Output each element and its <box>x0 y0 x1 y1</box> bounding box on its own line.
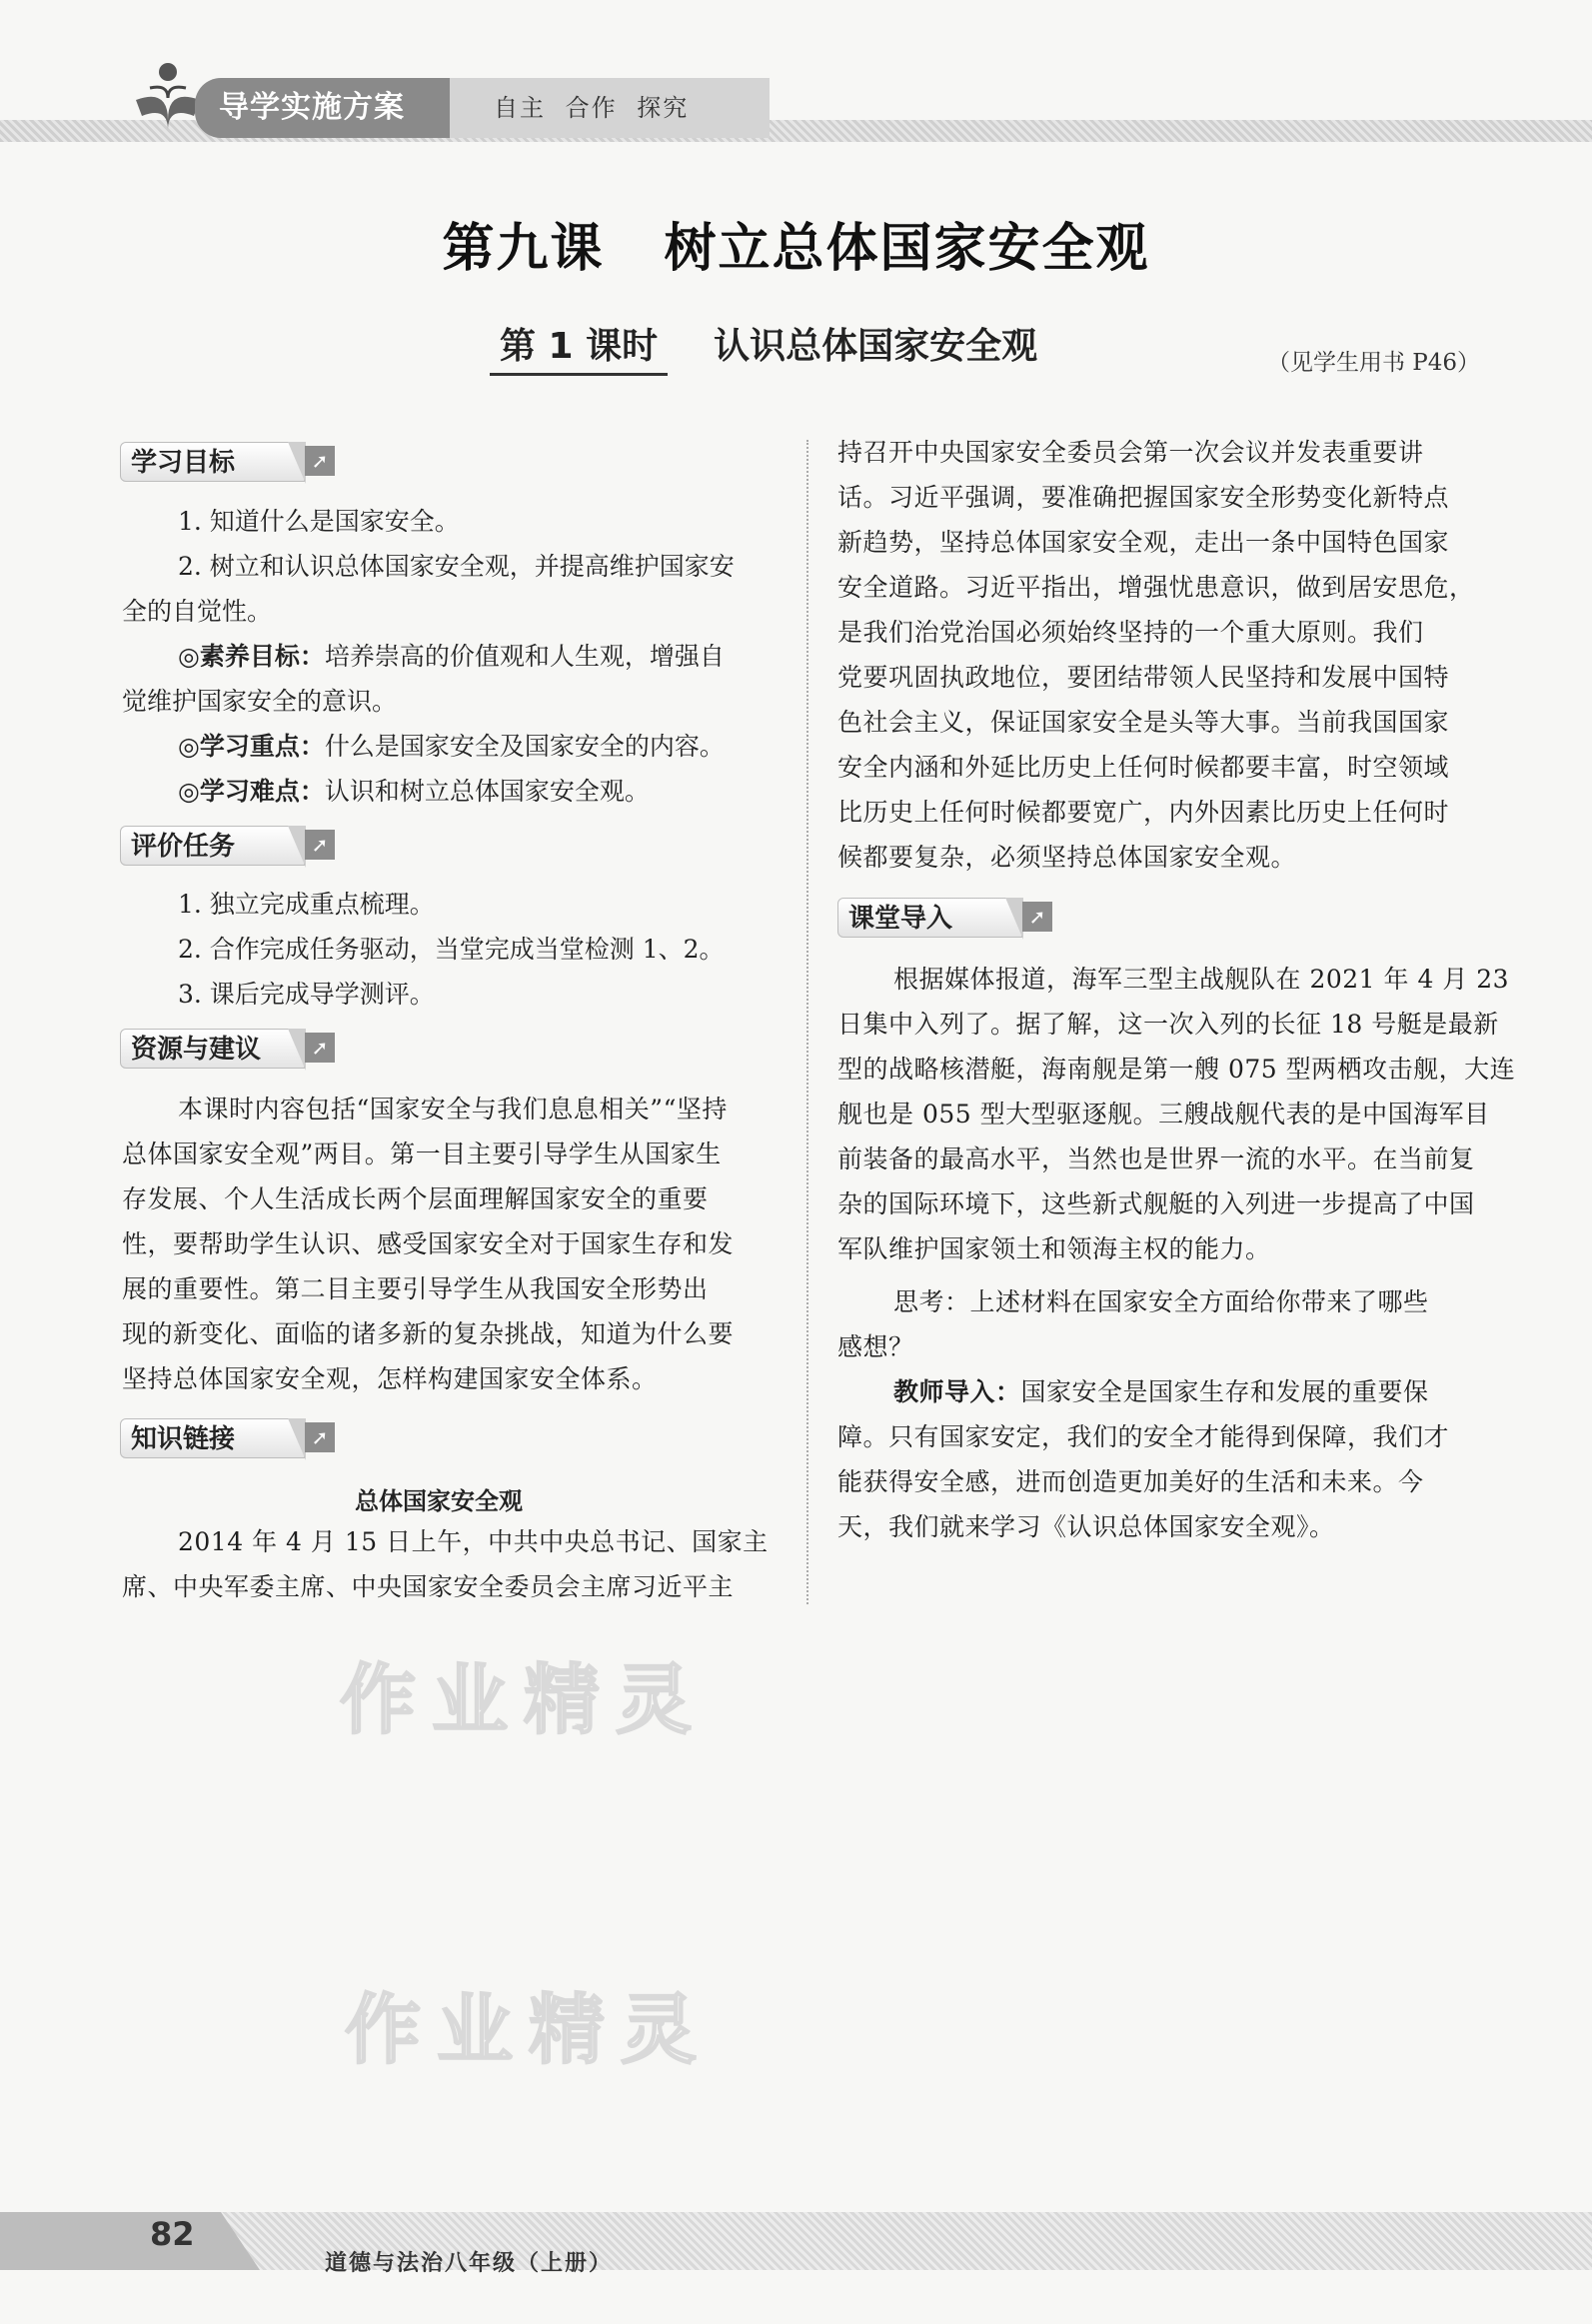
literacy-goal: ◎素养目标：培养崇高的价值观和人生观，增强自 <box>178 642 725 671</box>
intro-line: 型的战略核潜艇，海南舰是第一艘 075 型两栖攻击舰，大连 <box>837 1055 1516 1084</box>
knowledge-line: 2014 年 4 月 15 日上午，中共中央总书记、国家主 <box>178 1527 769 1556</box>
think-question-cont: 感想？ <box>837 1332 914 1361</box>
task-item-3: 3. 课后完成导学测评。 <box>178 980 435 1009</box>
section-label-resources <box>120 1029 335 1071</box>
lesson-name: 树立总体国家安全观 <box>664 219 1150 279</box>
watermark: 作业精灵 <box>345 1985 713 2074</box>
section-label-text: 资源与建议 <box>120 1029 305 1069</box>
knowledge-cont-line: 是我们治党治国必须始终坚持的一个重大原则。我们 <box>837 618 1424 647</box>
lesson-number: 第九课 <box>442 219 605 279</box>
task-item-2: 2. 合作完成任务驱动，当堂完成当堂检测 1、2。 <box>178 935 725 964</box>
teacher-intro: 教师导入：国家安全是国家生存和发展的重要保 <box>893 1377 1429 1406</box>
task-item-1: 1. 独立完成重点梳理。 <box>178 890 435 919</box>
resources-line: 总体国家安全观”两目。第一目主要引导学生从国家生 <box>122 1140 722 1168</box>
key-point: ◎学习重点：什么是国家安全及国家安全的内容。 <box>178 732 725 761</box>
difficulty-point: ◎学习难点：认识和树立总体国家安全观。 <box>178 777 650 806</box>
intro-line: 杂的国际环境下，这些新式舰艇的入列进一步提高了中国 <box>837 1189 1475 1218</box>
column-divider <box>806 440 808 1604</box>
section-label-text: 评价任务 <box>120 826 305 866</box>
intro-line: 前装备的最高水平，当然也是世界一流的水平。在当前复 <box>837 1145 1475 1173</box>
period-number: 第 1 课时 <box>490 318 668 376</box>
section-label-text: 学习目标 <box>120 442 305 482</box>
teacher-intro-line: 能获得安全感，进而创造更加美好的生活和未来。今 <box>837 1467 1424 1496</box>
knowledge-cont-line: 持召开中央国家安全委员会第一次会议并发表重要讲 <box>837 438 1424 467</box>
knowledge-cont-line: 候都要复杂，必须坚持总体国家安全观。 <box>837 843 1297 872</box>
teacher-intro-line: 障。只有国家安定，我们的安全才能得到保障，我们才 <box>837 1422 1450 1451</box>
period-name: 认识总体国家安全观 <box>714 326 1038 367</box>
intro-line: 日集中入列了。据了解，这一次入列的长征 18 号艇是最新 <box>837 1010 1499 1039</box>
knowledge-cont-line: 安全内涵和外延比历史上任何时候都要丰富，时空领域 <box>837 753 1450 782</box>
resources-line: 现的新变化、面临的诸多新的复杂挑战，知道为什么要 <box>122 1319 735 1348</box>
goal-item-2-cont: 全的自觉性。 <box>122 597 273 626</box>
literacy-goal-cont: 觉维护国家安全的意识。 <box>122 687 398 716</box>
knowledge-cont-line: 话。习近平强调，要准确把握国家安全形势变化新特点 <box>837 483 1450 512</box>
watermark: 作业精灵 <box>340 1655 708 1744</box>
arrow-icon: ➚ <box>305 1033 335 1063</box>
footer-tab <box>0 2212 260 2270</box>
arrow-icon: ➚ <box>305 830 335 860</box>
knowledge-cont-line: 安全道路。习近平指出，增强忧患意识，做到居安思危， <box>837 573 1475 602</box>
reference-note: （见学生用书 P46） <box>1267 350 1481 376</box>
resources-line: 本课时内容包括“国家安全与我们息息相关”“坚持 <box>178 1095 728 1124</box>
think-question: 思考：上述材料在国家安全方面给你带来了哪些 <box>893 1287 1429 1316</box>
arrow-icon: ➚ <box>305 1422 335 1452</box>
section-label-tasks <box>120 826 335 868</box>
knowledge-cont-line: 比历史上任何时候都要宽广，内外因素比历史上任何时 <box>837 798 1450 827</box>
intro-line: 根据媒体报道，海军三型主战舰队在 2021 年 4 月 23 <box>893 965 1510 994</box>
goal-item-1: 1. 知道什么是国家安全。 <box>178 507 460 536</box>
section-label-text: 知识链接 <box>120 1418 305 1458</box>
resources-line: 展的重要性。第二目主要引导学生从我国安全形势出 <box>122 1274 709 1303</box>
arrow-icon: ➚ <box>305 446 335 476</box>
period-title <box>490 318 1037 376</box>
arrow-icon: ➚ <box>1022 902 1052 932</box>
section-label-knowledge <box>120 1418 335 1460</box>
header-sub-labels: 自主 合作 探究 <box>450 78 770 138</box>
knowledge-cont-line: 党要巩固执政地位，要团结带领人民坚持和发展中国特 <box>837 663 1450 692</box>
knowledge-subtitle: 总体国家安全观 <box>355 1487 523 1515</box>
section-label-goals <box>120 442 335 484</box>
section-label-text: 课堂导入 <box>837 898 1022 938</box>
section-label-intro <box>837 898 1052 940</box>
page-number: 82 <box>150 2215 195 2253</box>
resources-line: 性，要帮助学生认识、感受国家安全对于国家生存和发 <box>122 1229 735 1258</box>
intro-line: 舰也是 055 型大型驱逐舰。三艘战舰代表的是中国海军目 <box>837 1100 1490 1129</box>
teacher-intro-line: 天，我们就来学习《认识总体国家安全观》。 <box>837 1512 1335 1541</box>
knowledge-line: 席、中央军委主席、中央国家安全委员会主席习近平主 <box>122 1572 735 1601</box>
lesson-title <box>0 206 1592 281</box>
resources-line: 存发展、个人生活成长两个层面理解国家安全的重要 <box>122 1184 709 1213</box>
goal-item-2: 2. 树立和认识总体国家安全观，并提高维护国家安 <box>178 552 735 581</box>
resources-line: 坚持总体国家安全观，怎样构建国家安全体系。 <box>122 1364 658 1393</box>
header-tab: 导学实施方案 <box>195 78 465 138</box>
knowledge-cont-line: 新趋势，坚持总体国家安全观，走出一条中国特色国家 <box>837 528 1450 557</box>
knowledge-cont-line: 色社会主义，保证国家安全是头等大事。当前我国国家 <box>837 708 1450 737</box>
book-title: 道德与法治八年级（上册） <box>325 2250 614 2276</box>
intro-line: 军队维护国家领土和领海主权的能力。 <box>837 1234 1271 1263</box>
